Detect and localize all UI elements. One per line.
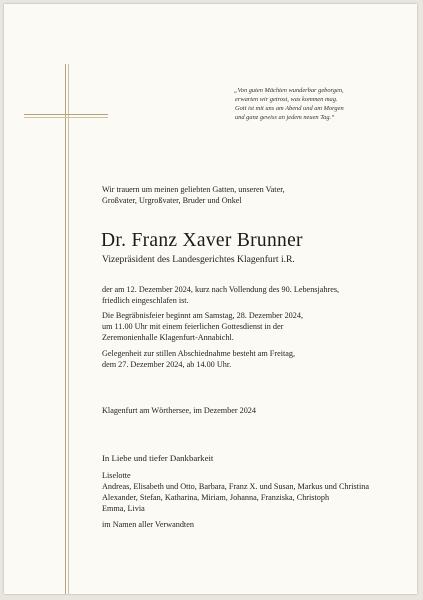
place-date (102, 405, 256, 416)
bonhoeffer-quote (234, 86, 414, 122)
funeral-line: Die Begräbnisfeier beginnt am Samstag, 28. Dezember 2024, (102, 311, 303, 320)
death-notice (102, 284, 339, 306)
quote-line: erwarten wir getrost, was kommen mag. (235, 96, 338, 103)
place-date-text: Klagenfurt am Wörthersee, im Dezember 2024 (102, 406, 256, 415)
family-line: Liselotte (102, 471, 131, 480)
cross-vertical-line (65, 64, 66, 594)
farewell-info (102, 348, 295, 370)
farewell-line: dem 27. Dezember 2024, ab 14.00 Uhr. (102, 360, 232, 369)
cross-horizontal-line-shadow (24, 117, 108, 118)
quote-line: und ganz gewiss an jedem neuen Tag.“ (235, 114, 335, 121)
deceased-title: Vizepräsident des Landesgerichtes Klagenfurt i.R. (102, 254, 295, 265)
quote-line: „Von guten Mächten wunderbar geborgen, (234, 87, 344, 94)
family-line: Emma, Livia (102, 504, 145, 513)
family-names (102, 470, 369, 514)
death-line: friedlich eingeschlafen ist. (102, 296, 189, 305)
mourning-intro (102, 184, 285, 206)
funeral-line: um 11.00 Uhr mit einem feierlichen Gottesdienst in der (102, 322, 284, 331)
thanks-heading: In Liebe und tiefer Dankbarkeit (102, 453, 214, 463)
family-line: Alexander, Stefan, Katharina, Miriam, Johanna, Franziska, Christoph (102, 493, 330, 502)
deceased-name: Dr. Franz Xaver Brunner (101, 230, 303, 251)
relatives-closing (102, 519, 194, 530)
obituary-page (4, 4, 417, 594)
death-line: der am 12. Dezember 2024, kurz nach Vollendung des 90. Lebensjahres, (102, 285, 340, 294)
cross-vertical-line-shadow (68, 64, 69, 594)
closing-text: im Namen aller Verwandten (102, 520, 194, 529)
mourning-line: Wir trauern um meinen geliebten Gatten, unseren Vater, (102, 185, 285, 194)
quote-line: Gott ist mit uns am Abend und am Morgen (235, 105, 344, 112)
mourning-line: Großvater, Urgroßvater, Bruder und Onkel (102, 196, 242, 205)
cross-horizontal-line (24, 114, 108, 115)
funeral-info (102, 310, 303, 343)
funeral-line: Zeremonienhalle Klagenfurt-Annabichl. (102, 333, 234, 342)
family-line: Andreas, Elisabeth und Otto, Barbara, Franz X. und Susan, Markus und Christina (102, 482, 369, 491)
farewell-line: Gelegenheit zur stillen Abschiednahme besteht am Freitag, (102, 349, 296, 358)
